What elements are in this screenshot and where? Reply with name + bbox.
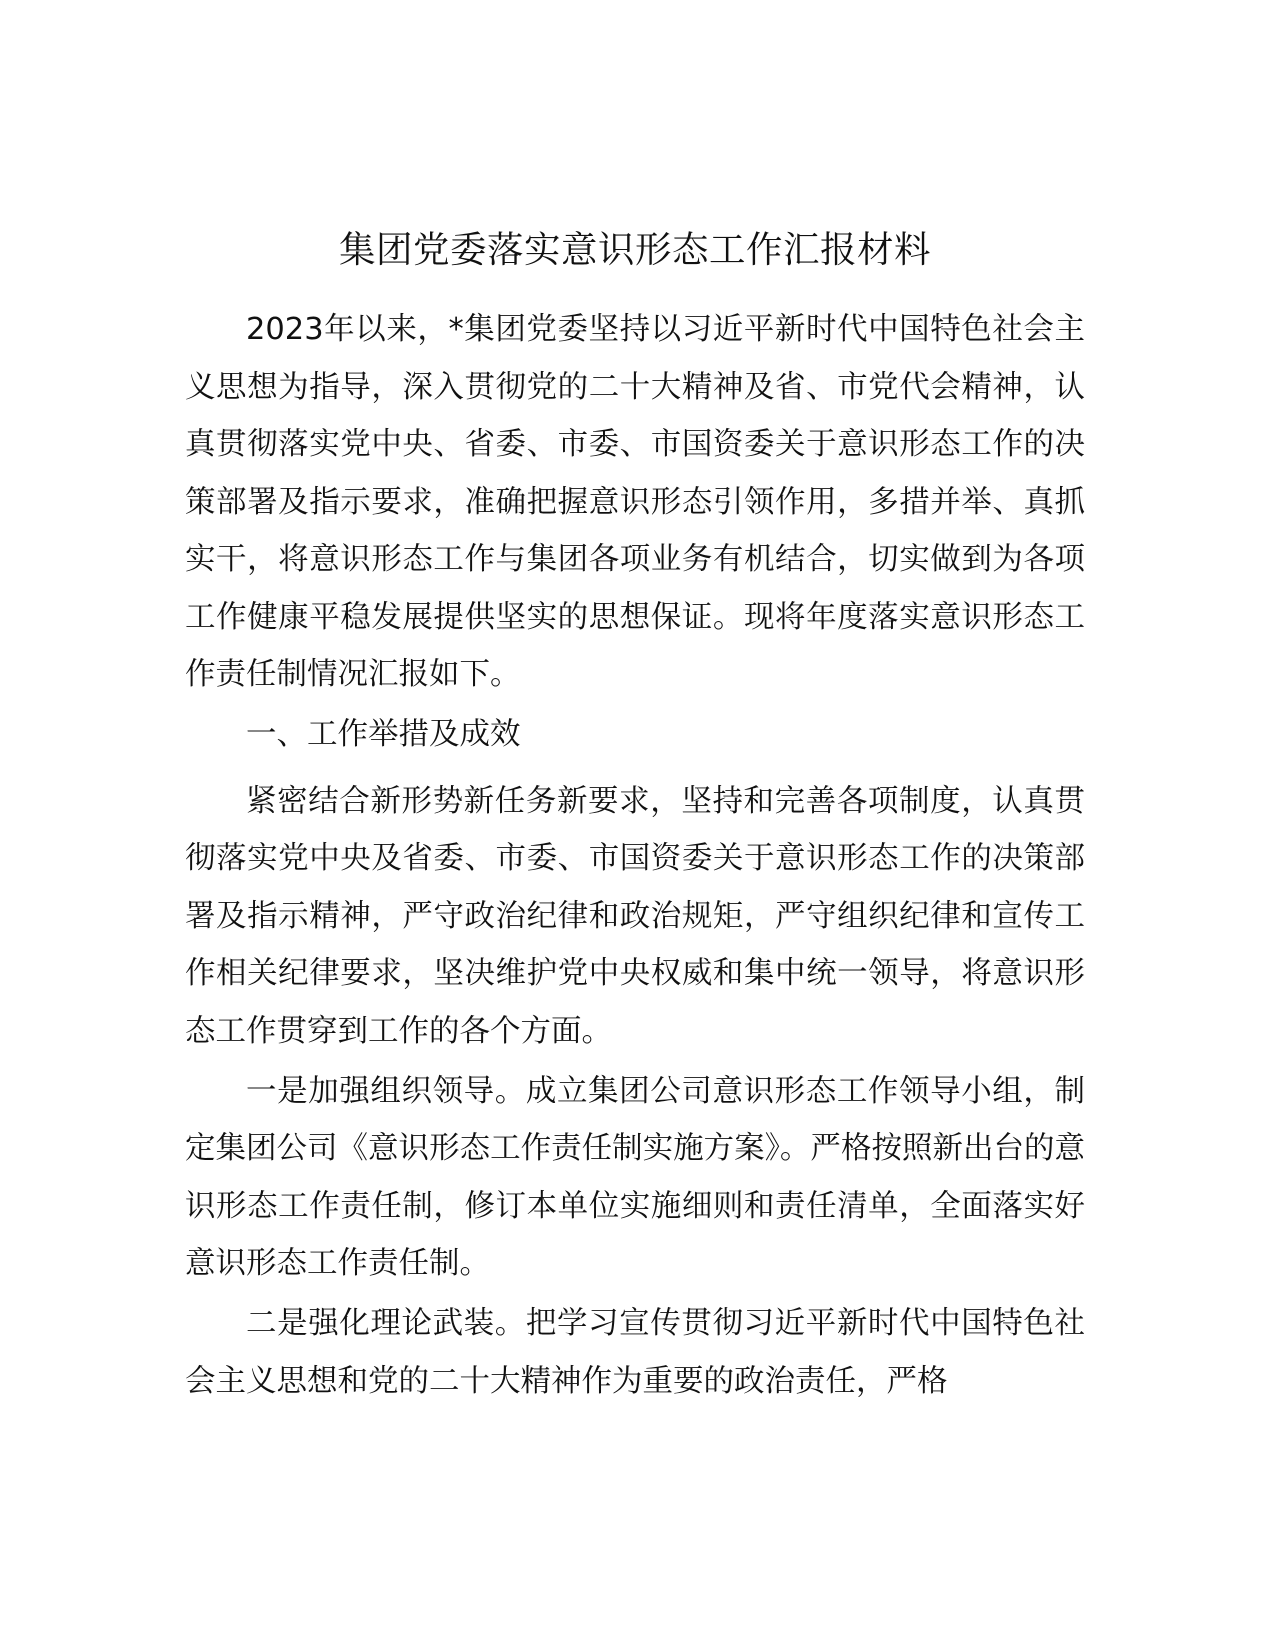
document-page <box>185 226 1085 1413</box>
section-heading: 一、工作举措及成效 <box>246 717 521 752</box>
paragraph-theory: 二是强化理论武装。把学习宣传贯彻习近平新时代中国特色社会主义思想和党的二十大精神作为重要的政治责任，严格 <box>185 1306 1085 1399</box>
document-title: 集团党委落实意识形态工作汇报材料 <box>339 228 931 271</box>
paragraph-organization: 一是加强组织领导。成立集团公司意识形态工作领导小组，制定集团公司《意识形态工作责任制实施方案》。严格按照新出台的意识形态工作责任制，修订本单位实施细则和责任清单，全面落实好意识形态工作责任制。 <box>185 1073 1085 1281</box>
paragraph-overview: 紧密结合新形势新任务新要求，坚持和完善各项制度，认真贯彻落实党中央及省委、市委、市国资委关于意识形态工作的决策部署及指示精神，严守政治纪律和政治规矩，严守组织纪律和宣传工作相关纪律要求，坚决维护党中央权威和集中统一领导，将意识形态工作贯穿到工作的各个方面。 <box>185 783 1085 1049</box>
paragraph-intro: 2023年以来，*集团党委坚持以习近平新时代中国特色社会主义思想为指导，深入贯彻党的二十大精神及省、市党代会精神，认真贯彻落实党中央、省委、市委、市国资委关于意识形态工作的决策部署及指示要求，准确把握意识形态引领作用，多措并举、真抓实干，将意识形态工作与集团各项业务有机结合，切实做到为各项工作健康平稳发展提供坚实的思想保证。现将年度落实意识形态工作责任制情况汇报如下。 <box>185 312 1085 692</box>
